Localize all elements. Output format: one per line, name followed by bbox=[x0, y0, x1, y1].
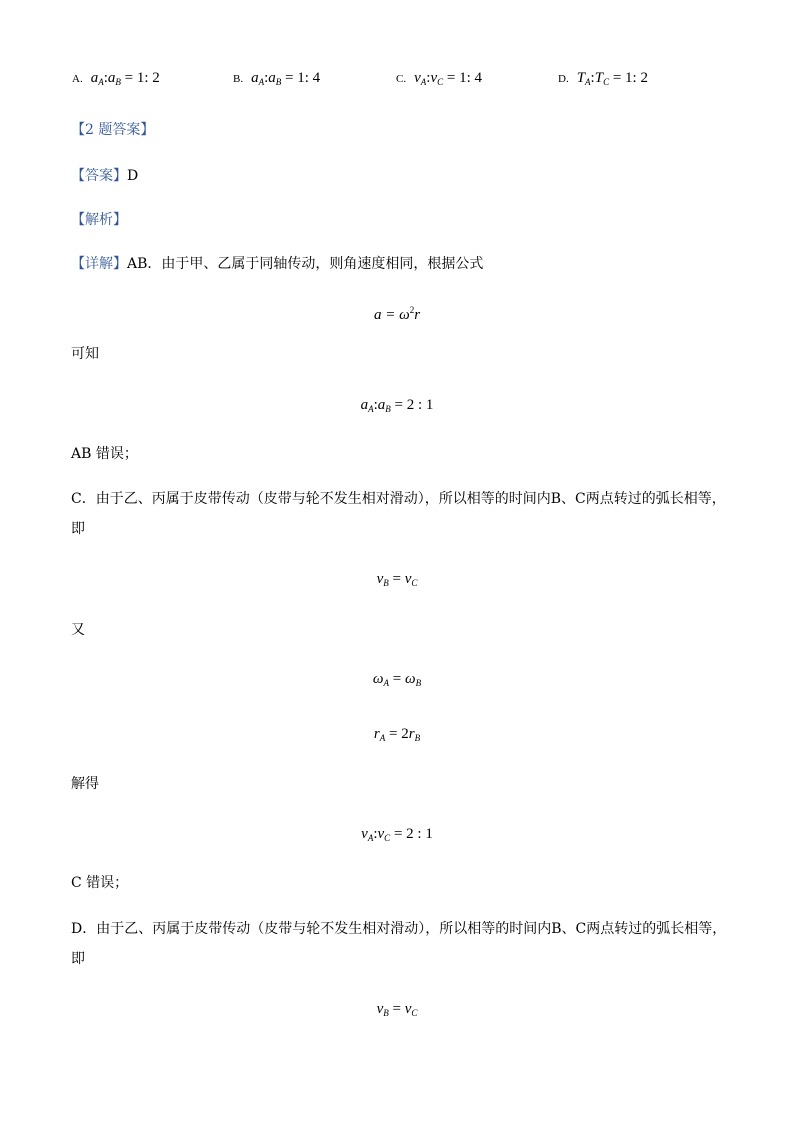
text-ji: 即 bbox=[71, 521, 85, 537]
equation-va-vc: $v_A:v_C = 2$ : 1 bbox=[361, 826, 433, 843]
paragraph-c: C．由于乙、丙属于皮带传动（皮带与轮不发生相对滑动），所以相等的时间内B、C两点转过的弧长相等， bbox=[71, 491, 726, 507]
equation-vb-vc: $v_B = v_C$ bbox=[376, 571, 418, 588]
answer-value: D bbox=[127, 168, 139, 184]
equation-radius: $r_A = 2r_B$ bbox=[373, 726, 421, 743]
text-you: 又 bbox=[71, 622, 85, 638]
option-d: D. $T_A:T_C = 1$: 2 bbox=[558, 70, 648, 87]
text-jiede: 解得 bbox=[71, 776, 99, 792]
detail-ab-paragraph: 【详解】AB．由于甲、乙属于同轴传动，则角速度相同，根据公式 bbox=[71, 256, 484, 272]
option-c: C. $v_A:v_C = 1$: 4 bbox=[396, 70, 483, 87]
analysis-label: 【解析】 bbox=[71, 212, 127, 228]
equation-aa-ab: $a_A:a_B = 2$ : 1 bbox=[360, 397, 434, 414]
equation-vb-vc-2: $v_B = v_C$ bbox=[376, 1001, 418, 1018]
detail-label: 【详解】 bbox=[71, 256, 127, 272]
answer-label: 【答案】 bbox=[71, 168, 127, 184]
section-title: 【2 题答案】 bbox=[71, 122, 155, 138]
text-kezhi: 可知 bbox=[71, 346, 99, 362]
answer-line bbox=[71, 165, 138, 187]
text-ji-2: 即 bbox=[71, 951, 85, 967]
equation-omega: $\omega_A = \omega_B$ bbox=[372, 671, 422, 688]
paragraph-d: D．由于乙、丙属于皮带传动（皮带与轮不发生相对滑动），所以相等的时间内B、C两点转过的弧长相等， bbox=[71, 921, 727, 937]
equation-centripetal: $a = \omega^2r$ bbox=[373, 305, 421, 323]
option-a: A. $a_A:a_B = 1$: 2 bbox=[72, 70, 160, 87]
text-c-wrong: C 错误； bbox=[71, 875, 129, 891]
option-b: B. $a_A:a_B = 1$: 4 bbox=[233, 70, 321, 87]
text-ab-wrong: AB 错误； bbox=[71, 446, 138, 462]
